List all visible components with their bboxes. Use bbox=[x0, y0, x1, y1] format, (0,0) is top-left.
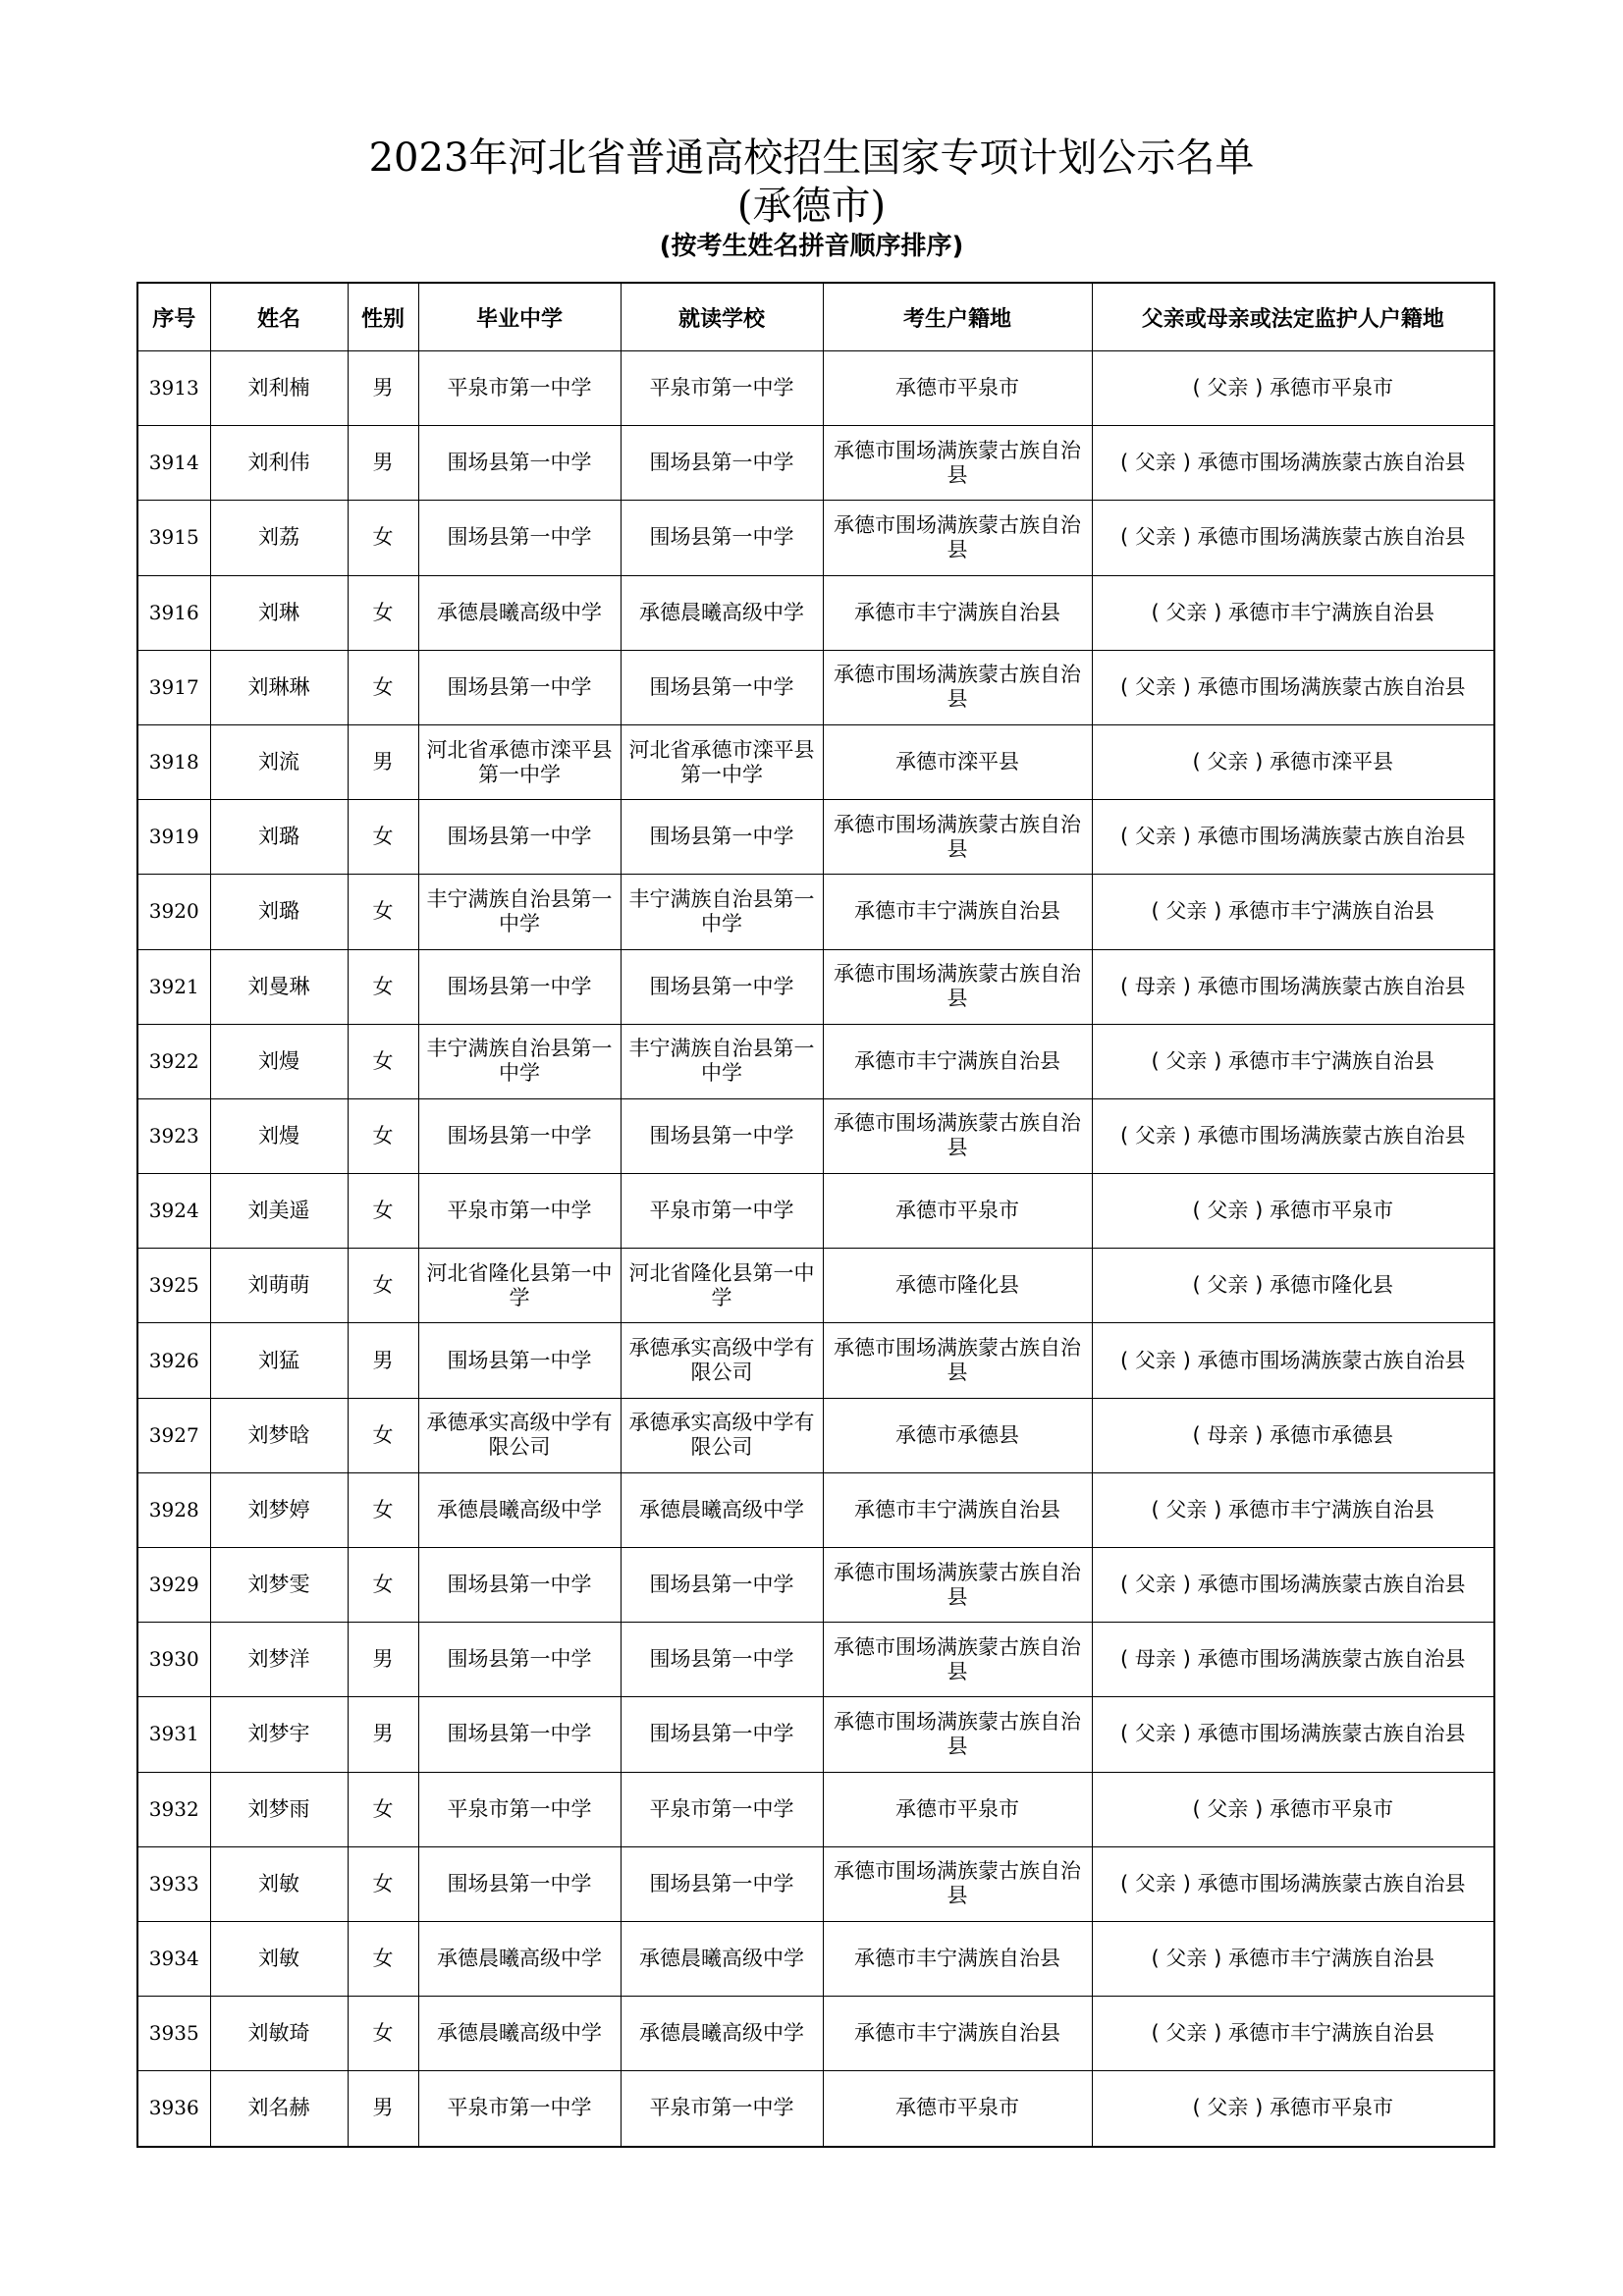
cell-current-school: 围场县第一中学 bbox=[621, 1846, 823, 1921]
cell-gender: 女 bbox=[348, 1548, 418, 1623]
header-candidate-residence: 考生户籍地 bbox=[823, 283, 1092, 351]
table-row bbox=[137, 2071, 1494, 2147]
cell-candidate-residence: 承德市围场满族蒙古族自治县 bbox=[823, 501, 1092, 575]
cell-gender: 女 bbox=[348, 1249, 418, 1323]
cell-candidate-residence: 承德市丰宁满族自治县 bbox=[823, 1472, 1092, 1547]
cell-current-school: 丰宁满族自治县第一中学 bbox=[621, 875, 823, 949]
cell-name: 刘璐 bbox=[210, 800, 348, 875]
cell-name: 刘琳 bbox=[210, 575, 348, 650]
cell-guardian-residence: ( 父亲 ) 承德市丰宁满族自治县 bbox=[1092, 575, 1494, 650]
cell-gender: 女 bbox=[348, 949, 418, 1024]
header-guardian-residence: 父亲或母亲或法定监护人户籍地 bbox=[1092, 283, 1494, 351]
table-row bbox=[137, 650, 1494, 724]
cell-gender: 女 bbox=[348, 1921, 418, 1996]
cell-candidate-residence: 承德市滦平县 bbox=[823, 724, 1092, 799]
cell-guardian-residence: ( 父亲 ) 承德市丰宁满族自治县 bbox=[1092, 1921, 1494, 1996]
cell-serial: 3936 bbox=[137, 2071, 210, 2147]
cell-guardian-residence: ( 父亲 ) 承德市围场满族蒙古族自治县 bbox=[1092, 501, 1494, 575]
cell-guardian-residence: ( 父亲 ) 承德市围场满族蒙古族自治县 bbox=[1092, 1697, 1494, 1772]
cell-name: 刘琳琳 bbox=[210, 650, 348, 724]
cell-current-school: 围场县第一中学 bbox=[621, 501, 823, 575]
sort-note: (按考生姓名拼音顺序排序) bbox=[659, 232, 964, 261]
cell-serial: 3922 bbox=[137, 1024, 210, 1098]
cell-current-school: 丰宁满族自治县第一中学 bbox=[621, 1024, 823, 1098]
table-row bbox=[137, 426, 1494, 501]
cell-serial: 3915 bbox=[137, 501, 210, 575]
header-current-school: 就读学校 bbox=[621, 283, 823, 351]
cell-name: 刘曼琳 bbox=[210, 949, 348, 1024]
cell-guardian-residence: ( 父亲 ) 承德市围场满族蒙古族自治县 bbox=[1092, 1846, 1494, 1921]
cell-name: 刘梦雨 bbox=[210, 1772, 348, 1846]
table-row bbox=[137, 1323, 1494, 1398]
cell-name: 刘敏琦 bbox=[210, 1997, 348, 2071]
cell-current-school: 承德晨曦高级中学 bbox=[621, 1472, 823, 1547]
cell-guardian-residence: ( 母亲 ) 承德市围场满族蒙古族自治县 bbox=[1092, 1623, 1494, 1697]
cell-graduation-school: 河北省隆化县第一中学 bbox=[418, 1249, 621, 1323]
cell-graduation-school: 围场县第一中学 bbox=[418, 1098, 621, 1173]
cell-guardian-residence: ( 父亲 ) 承德市围场满族蒙古族自治县 bbox=[1092, 650, 1494, 724]
cell-serial: 3935 bbox=[137, 1997, 210, 2071]
table-row bbox=[137, 1098, 1494, 1173]
cell-candidate-residence: 承德市丰宁满族自治县 bbox=[823, 1997, 1092, 2071]
header-name: 姓名 bbox=[210, 283, 348, 351]
table-row bbox=[137, 1772, 1494, 1846]
cell-gender: 女 bbox=[348, 1772, 418, 1846]
cell-guardian-residence: ( 父亲 ) 承德市平泉市 bbox=[1092, 351, 1494, 426]
cell-current-school: 平泉市第一中学 bbox=[621, 1772, 823, 1846]
cell-candidate-residence: 承德市围场满族蒙古族自治县 bbox=[823, 1323, 1092, 1398]
table-row bbox=[137, 724, 1494, 799]
table-row bbox=[137, 1472, 1494, 1547]
cell-name: 刘利楠 bbox=[210, 351, 348, 426]
cell-serial: 3920 bbox=[137, 875, 210, 949]
cell-current-school: 围场县第一中学 bbox=[621, 800, 823, 875]
cell-name: 刘流 bbox=[210, 724, 348, 799]
cell-candidate-residence: 承德市围场满族蒙古族自治县 bbox=[823, 1697, 1092, 1772]
cell-graduation-school: 丰宁满族自治县第一中学 bbox=[418, 875, 621, 949]
cell-graduation-school: 平泉市第一中学 bbox=[418, 1174, 621, 1249]
cell-current-school: 承德承实高级中学有限公司 bbox=[621, 1323, 823, 1398]
cell-serial: 3923 bbox=[137, 1098, 210, 1173]
cell-candidate-residence: 承德市围场满族蒙古族自治县 bbox=[823, 949, 1092, 1024]
cell-candidate-residence: 承德市平泉市 bbox=[823, 351, 1092, 426]
cell-graduation-school: 围场县第一中学 bbox=[418, 800, 621, 875]
table-row bbox=[137, 1174, 1494, 1249]
cell-gender: 女 bbox=[348, 650, 418, 724]
cell-guardian-residence: ( 父亲 ) 承德市围场满族蒙古族自治县 bbox=[1092, 1098, 1494, 1173]
cell-candidate-residence: 承德市围场满族蒙古族自治县 bbox=[823, 650, 1092, 724]
cell-graduation-school: 围场县第一中学 bbox=[418, 426, 621, 501]
cell-guardian-residence: ( 父亲 ) 承德市丰宁满族自治县 bbox=[1092, 1472, 1494, 1547]
cell-current-school: 围场县第一中学 bbox=[621, 1098, 823, 1173]
cell-gender: 女 bbox=[348, 1997, 418, 2071]
cell-candidate-residence: 承德市隆化县 bbox=[823, 1249, 1092, 1323]
cell-guardian-residence: ( 父亲 ) 承德市围场满族蒙古族自治县 bbox=[1092, 426, 1494, 501]
cell-graduation-school: 河北省承德市滦平县第一中学 bbox=[418, 724, 621, 799]
table-row bbox=[137, 1997, 1494, 2071]
cell-gender: 女 bbox=[348, 501, 418, 575]
cell-name: 刘敏 bbox=[210, 1846, 348, 1921]
cell-gender: 女 bbox=[348, 575, 418, 650]
cell-name: 刘梦婷 bbox=[210, 1472, 348, 1547]
cell-name: 刘梦晗 bbox=[210, 1398, 348, 1472]
cell-serial: 3914 bbox=[137, 426, 210, 501]
cell-name: 刘敏 bbox=[210, 1921, 348, 1996]
cell-current-school: 围场县第一中学 bbox=[621, 650, 823, 724]
cell-gender: 女 bbox=[348, 1398, 418, 1472]
cell-current-school: 承德晨曦高级中学 bbox=[621, 1997, 823, 2071]
cell-candidate-residence: 承德市围场满族蒙古族自治县 bbox=[823, 1548, 1092, 1623]
table-row bbox=[137, 1921, 1494, 1996]
cell-guardian-residence: ( 父亲 ) 承德市滦平县 bbox=[1092, 724, 1494, 799]
cell-candidate-residence: 承德市平泉市 bbox=[823, 1772, 1092, 1846]
cell-guardian-residence: ( 父亲 ) 承德市平泉市 bbox=[1092, 2071, 1494, 2147]
cell-name: 刘美遥 bbox=[210, 1174, 348, 1249]
cell-serial: 3928 bbox=[137, 1472, 210, 1547]
cell-graduation-school: 围场县第一中学 bbox=[418, 1697, 621, 1772]
document-subtitle: (承德市) bbox=[736, 184, 887, 229]
cell-graduation-school: 平泉市第一中学 bbox=[418, 1772, 621, 1846]
cell-gender: 女 bbox=[348, 1472, 418, 1547]
table-row bbox=[137, 1548, 1494, 1623]
table-row bbox=[137, 800, 1494, 875]
cell-graduation-school: 承德承实高级中学有限公司 bbox=[418, 1398, 621, 1472]
cell-serial: 3925 bbox=[137, 1249, 210, 1323]
cell-gender: 女 bbox=[348, 800, 418, 875]
cell-gender: 女 bbox=[348, 1174, 418, 1249]
cell-gender: 男 bbox=[348, 1623, 418, 1697]
cell-serial: 3918 bbox=[137, 724, 210, 799]
cell-serial: 3933 bbox=[137, 1846, 210, 1921]
cell-guardian-residence: ( 父亲 ) 承德市平泉市 bbox=[1092, 1772, 1494, 1846]
table-row bbox=[137, 949, 1494, 1024]
table-row bbox=[137, 501, 1494, 575]
table-row bbox=[137, 1697, 1494, 1772]
table-row bbox=[137, 1249, 1494, 1323]
cell-name: 刘梦宇 bbox=[210, 1697, 348, 1772]
cell-graduation-school: 围场县第一中学 bbox=[418, 1846, 621, 1921]
cell-gender: 女 bbox=[348, 875, 418, 949]
cell-graduation-school: 围场县第一中学 bbox=[418, 650, 621, 724]
cell-candidate-residence: 承德市平泉市 bbox=[823, 1174, 1092, 1249]
cell-serial: 3921 bbox=[137, 949, 210, 1024]
cell-gender: 男 bbox=[348, 1697, 418, 1772]
document-title: 2023年河北省普通高校招生国家专项计划公示名单 bbox=[368, 135, 1255, 181]
cell-graduation-school: 平泉市第一中学 bbox=[418, 2071, 621, 2147]
cell-gender: 女 bbox=[348, 1024, 418, 1098]
cell-current-school: 承德承实高级中学有限公司 bbox=[621, 1398, 823, 1472]
cell-current-school: 河北省隆化县第一中学 bbox=[621, 1249, 823, 1323]
cell-candidate-residence: 承德市平泉市 bbox=[823, 2071, 1092, 2147]
cell-current-school: 围场县第一中学 bbox=[621, 1623, 823, 1697]
cell-current-school: 围场县第一中学 bbox=[621, 1548, 823, 1623]
cell-serial: 3932 bbox=[137, 1772, 210, 1846]
cell-name: 刘熳 bbox=[210, 1024, 348, 1098]
table-header-row bbox=[137, 283, 1494, 351]
cell-gender: 男 bbox=[348, 426, 418, 501]
cell-gender: 女 bbox=[348, 1846, 418, 1921]
cell-guardian-residence: ( 父亲 ) 承德市丰宁满族自治县 bbox=[1092, 1024, 1494, 1098]
cell-current-school: 平泉市第一中学 bbox=[621, 1174, 823, 1249]
cell-name: 刘璐 bbox=[210, 875, 348, 949]
cell-name: 刘猛 bbox=[210, 1323, 348, 1398]
cell-current-school: 围场县第一中学 bbox=[621, 949, 823, 1024]
cell-guardian-residence: ( 母亲 ) 承德市承德县 bbox=[1092, 1398, 1494, 1472]
cell-serial: 3919 bbox=[137, 800, 210, 875]
cell-graduation-school: 承德晨曦高级中学 bbox=[418, 575, 621, 650]
cell-candidate-residence: 承德市围场满族蒙古族自治县 bbox=[823, 426, 1092, 501]
cell-name: 刘梦洋 bbox=[210, 1623, 348, 1697]
cell-current-school: 围场县第一中学 bbox=[621, 1697, 823, 1772]
cell-candidate-residence: 承德市丰宁满族自治县 bbox=[823, 875, 1092, 949]
cell-candidate-residence: 承德市围场满族蒙古族自治县 bbox=[823, 1846, 1092, 1921]
cell-current-school: 平泉市第一中学 bbox=[621, 2071, 823, 2147]
cell-candidate-residence: 承德市丰宁满族自治县 bbox=[823, 1024, 1092, 1098]
table-row bbox=[137, 1846, 1494, 1921]
cell-gender: 男 bbox=[348, 351, 418, 426]
cell-gender: 女 bbox=[348, 1098, 418, 1173]
header-graduation-school: 毕业中学 bbox=[418, 283, 621, 351]
cell-current-school: 平泉市第一中学 bbox=[621, 351, 823, 426]
cell-serial: 3926 bbox=[137, 1323, 210, 1398]
cell-name: 刘荔 bbox=[210, 501, 348, 575]
cell-current-school: 承德晨曦高级中学 bbox=[621, 575, 823, 650]
cell-current-school: 承德晨曦高级中学 bbox=[621, 1921, 823, 1996]
cell-name: 刘萌萌 bbox=[210, 1249, 348, 1323]
cell-graduation-school: 承德晨曦高级中学 bbox=[418, 1472, 621, 1547]
cell-candidate-residence: 承德市围场满族蒙古族自治县 bbox=[823, 1623, 1092, 1697]
cell-guardian-residence: ( 父亲 ) 承德市丰宁满族自治县 bbox=[1092, 875, 1494, 949]
cell-candidate-residence: 承德市围场满族蒙古族自治县 bbox=[823, 1098, 1092, 1173]
cell-guardian-residence: ( 父亲 ) 承德市围场满族蒙古族自治县 bbox=[1092, 1548, 1494, 1623]
cell-serial: 3930 bbox=[137, 1623, 210, 1697]
cell-guardian-residence: ( 父亲 ) 承德市隆化县 bbox=[1092, 1249, 1494, 1323]
cell-guardian-residence: ( 父亲 ) 承德市围场满族蒙古族自治县 bbox=[1092, 800, 1494, 875]
header-serial: 序号 bbox=[137, 283, 210, 351]
cell-graduation-school: 丰宁满族自治县第一中学 bbox=[418, 1024, 621, 1098]
cell-name: 刘名赫 bbox=[210, 2071, 348, 2147]
cell-name: 刘利伟 bbox=[210, 426, 348, 501]
header-gender: 性别 bbox=[348, 283, 418, 351]
cell-serial: 3929 bbox=[137, 1548, 210, 1623]
cell-candidate-residence: 承德市承德县 bbox=[823, 1398, 1092, 1472]
cell-graduation-school: 承德晨曦高级中学 bbox=[418, 1997, 621, 2071]
cell-name: 刘梦雯 bbox=[210, 1548, 348, 1623]
table-row bbox=[137, 1623, 1494, 1697]
cell-candidate-residence: 承德市丰宁满族自治县 bbox=[823, 1921, 1092, 1996]
table-row bbox=[137, 351, 1494, 426]
cell-serial: 3916 bbox=[137, 575, 210, 650]
cell-serial: 3931 bbox=[137, 1697, 210, 1772]
cell-graduation-school: 围场县第一中学 bbox=[418, 1323, 621, 1398]
table-row bbox=[137, 875, 1494, 949]
cell-serial: 3913 bbox=[137, 351, 210, 426]
cell-graduation-school: 承德晨曦高级中学 bbox=[418, 1921, 621, 1996]
cell-graduation-school: 平泉市第一中学 bbox=[418, 351, 621, 426]
cell-guardian-residence: ( 父亲 ) 承德市围场满族蒙古族自治县 bbox=[1092, 1323, 1494, 1398]
table-row bbox=[137, 575, 1494, 650]
cell-guardian-residence: ( 父亲 ) 承德市平泉市 bbox=[1092, 1174, 1494, 1249]
cell-serial: 3934 bbox=[137, 1921, 210, 1996]
cell-serial: 3927 bbox=[137, 1398, 210, 1472]
candidate-table bbox=[136, 282, 1495, 2148]
cell-gender: 男 bbox=[348, 724, 418, 799]
table-row bbox=[137, 1024, 1494, 1098]
cell-name: 刘熳 bbox=[210, 1098, 348, 1173]
cell-serial: 3917 bbox=[137, 650, 210, 724]
table-row bbox=[137, 1398, 1494, 1472]
cell-guardian-residence: ( 父亲 ) 承德市丰宁满族自治县 bbox=[1092, 1997, 1494, 2071]
cell-current-school: 河北省承德市滦平县第一中学 bbox=[621, 724, 823, 799]
cell-graduation-school: 围场县第一中学 bbox=[418, 1623, 621, 1697]
cell-candidate-residence: 承德市围场满族蒙古族自治县 bbox=[823, 800, 1092, 875]
cell-serial: 3924 bbox=[137, 1174, 210, 1249]
cell-graduation-school: 围场县第一中学 bbox=[418, 949, 621, 1024]
cell-graduation-school: 围场县第一中学 bbox=[418, 1548, 621, 1623]
cell-candidate-residence: 承德市丰宁满族自治县 bbox=[823, 575, 1092, 650]
cell-guardian-residence: ( 母亲 ) 承德市围场满族蒙古族自治县 bbox=[1092, 949, 1494, 1024]
cell-graduation-school: 围场县第一中学 bbox=[418, 501, 621, 575]
cell-gender: 男 bbox=[348, 1323, 418, 1398]
cell-current-school: 围场县第一中学 bbox=[621, 426, 823, 501]
cell-gender: 男 bbox=[348, 2071, 418, 2147]
